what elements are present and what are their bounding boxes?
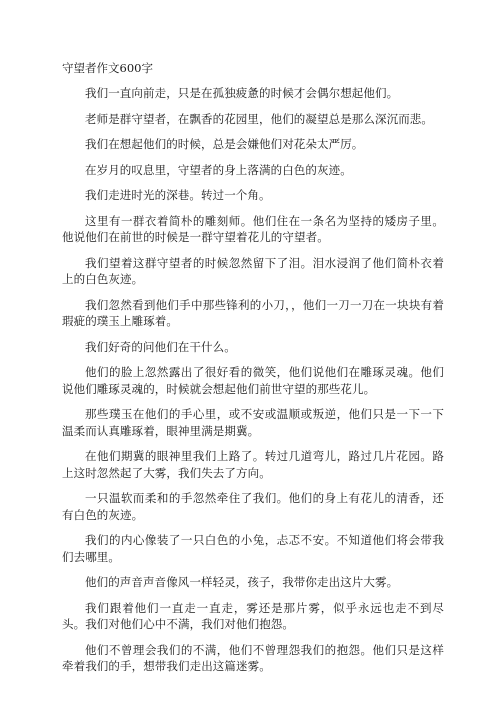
paragraph: 我们在想起他们的时候，总是会嫌他们对花朵太严厉。: [85, 137, 364, 151]
paragraph: 我们好奇的问他们在干什么。: [85, 339, 236, 354]
paragraph: 我们的内心像装了一只白色的小兔，忐忑不安。不知道他们将会带我们去哪里。: [62, 533, 444, 564]
paragraph: 在他们期冀的眼神里我们上路了。转过几道弯儿，路过几片花园。路上这时忽然起了大雾，我们失去了方向。: [62, 449, 444, 480]
paragraph: 他们不曾理会我们的不满，他们不曾理怨我们的抱怨。他们只是这样牵着我们的手，想带我们走出这篇迷雾。: [62, 642, 444, 673]
paragraph: 我们一直向前走，只是在孤独疲惫的时候才会偶尔想起他们。: [85, 86, 399, 100]
paragraph: 他们的声音声音像风一样轻灵，孩子，我带你走出这片大雾。: [85, 575, 399, 589]
paragraph: 老师是群守望者，在飘香的花园里，他们的凝望总是那么深沉而悲。: [85, 111, 433, 126]
paragraph: 我们望着这群守望者的时候忽然留下了泪。泪水浸润了他们简朴衣着上的白色灰迹。: [62, 255, 444, 286]
paragraph: 我们跟着他们一直走一直走，雾还是那片雾，似乎永远也走不到尽头。我们对他们心中不满，我们对他们抱怨。: [62, 600, 444, 631]
document-page: [62, 60, 444, 684]
paragraph: 我们忽然看到他们手中那些锋利的小刀，，他们一刀一刀在一块块有着瑕疵的璞玉上雕琢着。: [62, 297, 444, 328]
paragraph: 我们走进时光的深巷。转过一个角。: [85, 188, 271, 202]
paragraph: 在岁月的叹息里，守望者的身上落满的白色的灰迹。: [85, 162, 352, 177]
paragraph: 那些璞玉在他们的手心里，或不安或温顺或叛逆，他们只是一下一下温柔而认真雕琢着，眼神里满是期冀。: [62, 407, 444, 438]
paragraph: 一只温软而柔和的手忽然牵住了我们。他们的身上有花儿的清香，还有白色的灰迹。: [62, 491, 444, 522]
document-title: 守望者作文600字: [62, 61, 153, 75]
paragraph: 这里有一群衣着简朴的雕刻师。他们住在一条名为坚持的矮房子里。他说他们在前世的时候是一群守望着花儿的守望者。: [62, 213, 444, 244]
paragraph: 他们的脸上忽然露出了很好看的微笑，他们说他们在雕琢灵魂。他们说他们雕琢灵魂的，时候就会想起他们前世守望的那些花儿。: [62, 365, 444, 396]
